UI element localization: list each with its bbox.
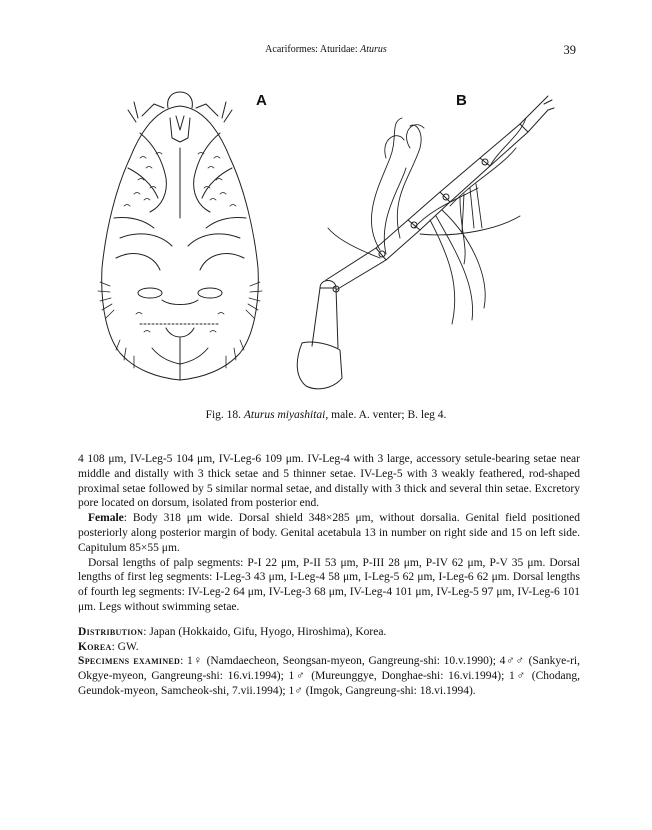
panel-label-a: A <box>256 92 267 109</box>
running-title-prefix: Acariformes: Aturidae: <box>265 44 361 55</box>
paragraph-female <box>78 511 580 555</box>
paragraph-segments: Dorsal lengths of palp segments: P-I 22 μm, P-II 53 μm, P-III 28 μm, P-IV 62 μm, P-V 35 μm. Dorsal lengths of first leg segments: I-Leg-3 43 μm, I-Leg-4 58 μm, I-Leg-5 62 μm, I-Leg-6 62 μm. Dorsal lengths of fourth leg segments: IV-Leg-2 64 μm, IV-Leg-3 68 μm, IV-Leg-4 101 μm, IV-Leg-5 97 μm, IV-Leg-6 101 μm. Legs without swimming setae. <box>78 556 580 613</box>
running-title <box>0 44 652 55</box>
specimens-record <box>78 654 580 698</box>
body-text <box>78 452 580 699</box>
korea-record <box>78 640 580 655</box>
distribution-record <box>78 625 580 640</box>
page-number: 39 <box>563 43 576 57</box>
leg-4-drawing <box>297 96 554 389</box>
panel-label-b: B <box>456 92 467 109</box>
caption-species: Aturus miyashitai <box>243 409 326 421</box>
figure-caption <box>0 409 652 421</box>
page-header <box>0 44 652 60</box>
caption-suffix: , male. A. venter; B. leg 4. <box>325 409 447 421</box>
korea-label: Korea <box>78 640 112 653</box>
female-label: Female <box>88 512 124 525</box>
distribution-label: Distribution <box>78 625 144 638</box>
paragraph-male-legs: 4 108 μm, IV-Leg-5 104 μm, IV-Leg-6 109 μm. IV-Leg-4 with 3 large, accessory setule-bearing setae near middle and distally with 3 thick setae and 5 thinner setae. IV-Leg-5 with 3 weakly feathered, rod-shaped proximal setae followed by 5 similar normal setae, and distally with 3 thick and several thin setae. Excretory pore located on dorsum, isolated from posterior end. <box>78 453 580 510</box>
mite-venter-drawing <box>98 92 262 380</box>
specimens-label: Specimens examined <box>78 655 181 668</box>
running-title-genus: Aturus <box>360 44 387 55</box>
caption-prefix: Fig. 18. <box>205 409 242 421</box>
figure-18 <box>80 88 580 410</box>
korea-text: : GW. <box>111 640 139 653</box>
distribution-text: : Japan (Hokkaido, Gifu, Hyogo, Hiroshima), Korea. <box>143 625 387 638</box>
specimens-text: : 1♀ (Namdaecheon, Seongsan-myeon, Gangreung-shi: 10.v.1990); 4♂♂ (Sankye-ri, Okgye-myeon, Gangreung-shi: 16.vi.1994); 1♂ (Mureunggye, Donghae-shi: 16.vi.1994); 1♂ (Chodang, Geundok-myeon, Samcheok-shi, 7.vii.1994); 1♂ (Imgok, Gangreung-shi: 18.vi.1994). <box>78 655 580 697</box>
female-text: : Body 318 μm wide. Dorsal shield 348×285 μm, without dorsalia. Genital field positioned posteriorly along posterior margin of body. Genital acetabula 13 in number on right side and 15 on left side. Capitulum 85×55 μm. <box>78 512 580 554</box>
